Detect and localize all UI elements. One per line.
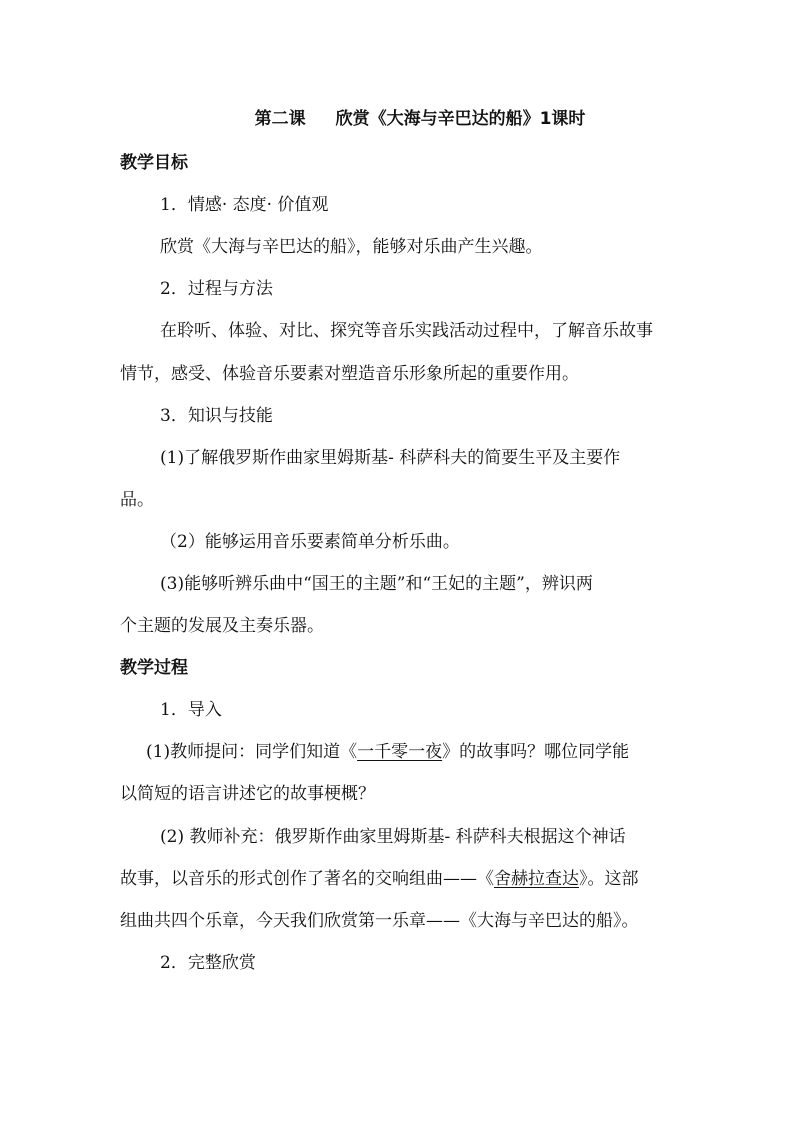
- process-step-1-label: 1．导入: [160, 700, 222, 720]
- lesson-number: 第二课: [254, 109, 306, 129]
- process-heading: 教学过程: [120, 658, 188, 678]
- step-1-sub-1-text-after: 》的故事吗？哪位同学能: [442, 742, 630, 762]
- goal-item-3-sub-1-line-1: (1)了解俄罗斯作曲家里姆斯基- 科萨科夫的简要生平及主要作: [160, 448, 621, 468]
- book-link-one-thousand-nights[interactable]: 一千零一夜: [357, 742, 443, 762]
- suite-link-scheherazade[interactable]: 舍赫拉查达: [494, 869, 579, 889]
- goal-item-2-label: 2．过程与方法: [160, 279, 273, 299]
- step-1-sub-2-text-before: 故事，以音乐的形式创作了著名的交响组曲——《: [120, 869, 494, 889]
- process-step-1-sub-2-line-3: 组曲共四个乐章，今天我们欣赏第一乐章——《大海与辛巴达的船》。: [120, 911, 639, 931]
- goal-item-2-line-2: 情节，感受、体验音乐要素对塑造音乐形象所起的重要作用。: [120, 364, 579, 384]
- goal-item-3-sub-2: （2）能够运用音乐要素简单分析乐曲。: [160, 532, 460, 552]
- step-1-sub-1-text-before: (1)教师提问：同学们知道《: [146, 742, 358, 762]
- process-step-1-sub-1-line-1: [146, 740, 800, 764]
- process-step-2-label: 2．完整欣赏: [160, 953, 256, 973]
- goal-item-3-label: 3．知识与技能: [160, 406, 273, 426]
- goal-item-3-sub-3-line-2: 个主题的发展及主奏乐器。: [120, 616, 324, 636]
- process-step-1-sub-2-line-1: (2) 教师补充：俄罗斯作曲家里姆斯基- 科萨科夫根据这个神话: [160, 827, 626, 847]
- goal-item-3-sub-3-line-1: (3)能够听辨乐曲中“国王的主题”和“王妃的主题”，辨识两: [160, 574, 593, 594]
- goal-item-2-line-1: 在聆听、体验、对比、探究等音乐实践活动过程中，了解音乐故事: [160, 321, 653, 341]
- goals-heading: 教学目标: [120, 153, 188, 173]
- process-step-1-sub-2-line-2: [120, 867, 800, 891]
- step-1-sub-2-text-after: 》。这部: [579, 869, 639, 889]
- lesson-name: 欣赏《大海与辛巴达的船》1课时: [335, 109, 586, 129]
- goal-item-1-text: 欣赏《大海与辛巴达的船》，能够对乐曲产生兴趣。: [160, 237, 543, 257]
- process-step-1-sub-1-line-2: 以简短的语言讲述它的故事梗概？: [120, 784, 375, 804]
- lesson-title: [40, 107, 800, 131]
- goal-item-3-sub-1-line-2: 品。: [120, 490, 154, 510]
- goal-item-1-label: 1．情感· 态度· 价值观: [160, 195, 329, 215]
